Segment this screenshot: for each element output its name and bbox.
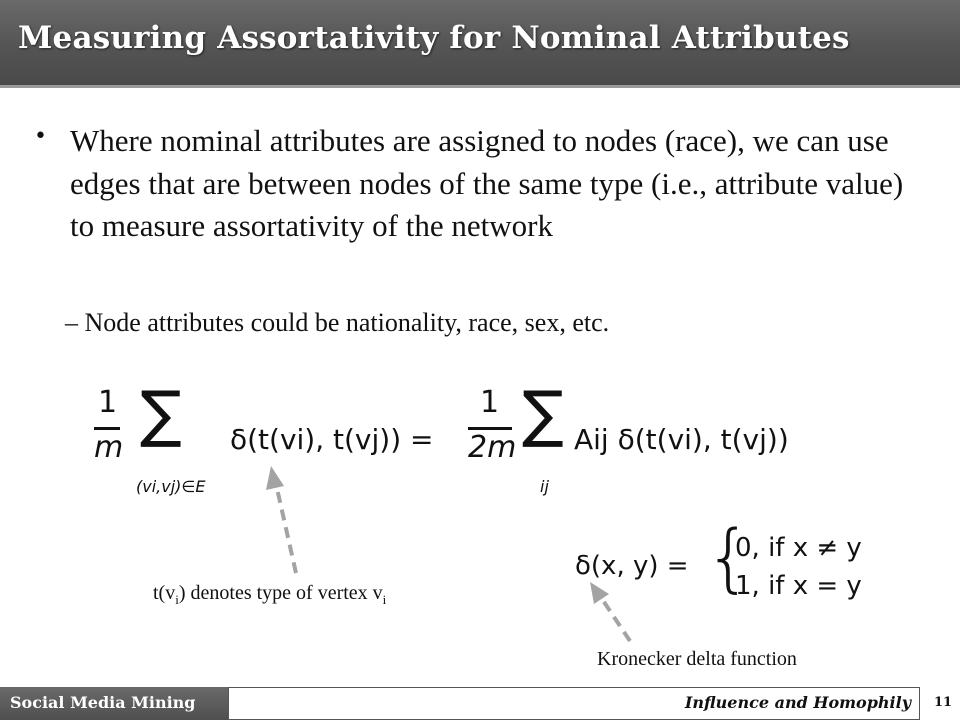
footer-course-label: Social Media Mining	[10, 693, 196, 712]
frac1-numerator: 1	[98, 385, 118, 420]
delta-caption: Kronecker delta function	[597, 648, 797, 670]
slide-title: Measuring Assortativity for Nominal Attributes	[18, 20, 850, 56]
page-number	[920, 687, 960, 720]
sum2-symbol: ∑	[522, 377, 564, 450]
frac1-denominator: m	[94, 430, 124, 465]
title-bar	[0, 0, 960, 88]
bullet-dot-icon: •	[34, 124, 47, 149]
delta-lhs: δ(x, y) =	[575, 551, 689, 581]
type-caption	[153, 582, 386, 608]
footer-course	[0, 687, 228, 720]
left-brace-icon: {	[705, 515, 753, 601]
footer-chapter	[228, 687, 920, 720]
sub-bullet: – Node attributes could be nationality, race, sex, etc.	[65, 308, 610, 337]
type-caption-sub-end: i	[382, 592, 387, 607]
delta-term-left: δ(t(vi), t(vj)) =	[230, 423, 434, 456]
frac2-numerator: 1	[480, 385, 500, 420]
sum1-symbol: ∑	[140, 377, 182, 450]
type-caption-sub-i: i	[175, 592, 179, 607]
frac2-denominator: 2m	[468, 430, 517, 465]
bullet-main	[30, 120, 930, 248]
delta-case-1: 0, if x ≠ y	[735, 533, 862, 563]
page-number-label: 11	[934, 695, 953, 710]
bullet-main-text: Where nominal attributes are assigned to nodes (race), we can use edges that are between nodes of the same type (i.e., attribute value) to measure assortativity of the network	[70, 123, 904, 243]
sum1-subscript: (vi,vj)∈E	[136, 477, 206, 496]
type-caption-mid: ) denotes type of vertex v	[178, 582, 383, 604]
assortativity-formula	[92, 377, 832, 525]
delta-case-2: 1, if x = y	[735, 571, 862, 601]
kronecker-delta-definition	[575, 515, 905, 615]
type-caption-prefix: t(v	[153, 582, 176, 604]
footer-chapter-label: Influence and Homophily	[684, 693, 911, 712]
delta-term-right: Aij δ(t(vi), t(vj))	[574, 423, 789, 456]
sum2-subscript: ij	[540, 477, 549, 496]
